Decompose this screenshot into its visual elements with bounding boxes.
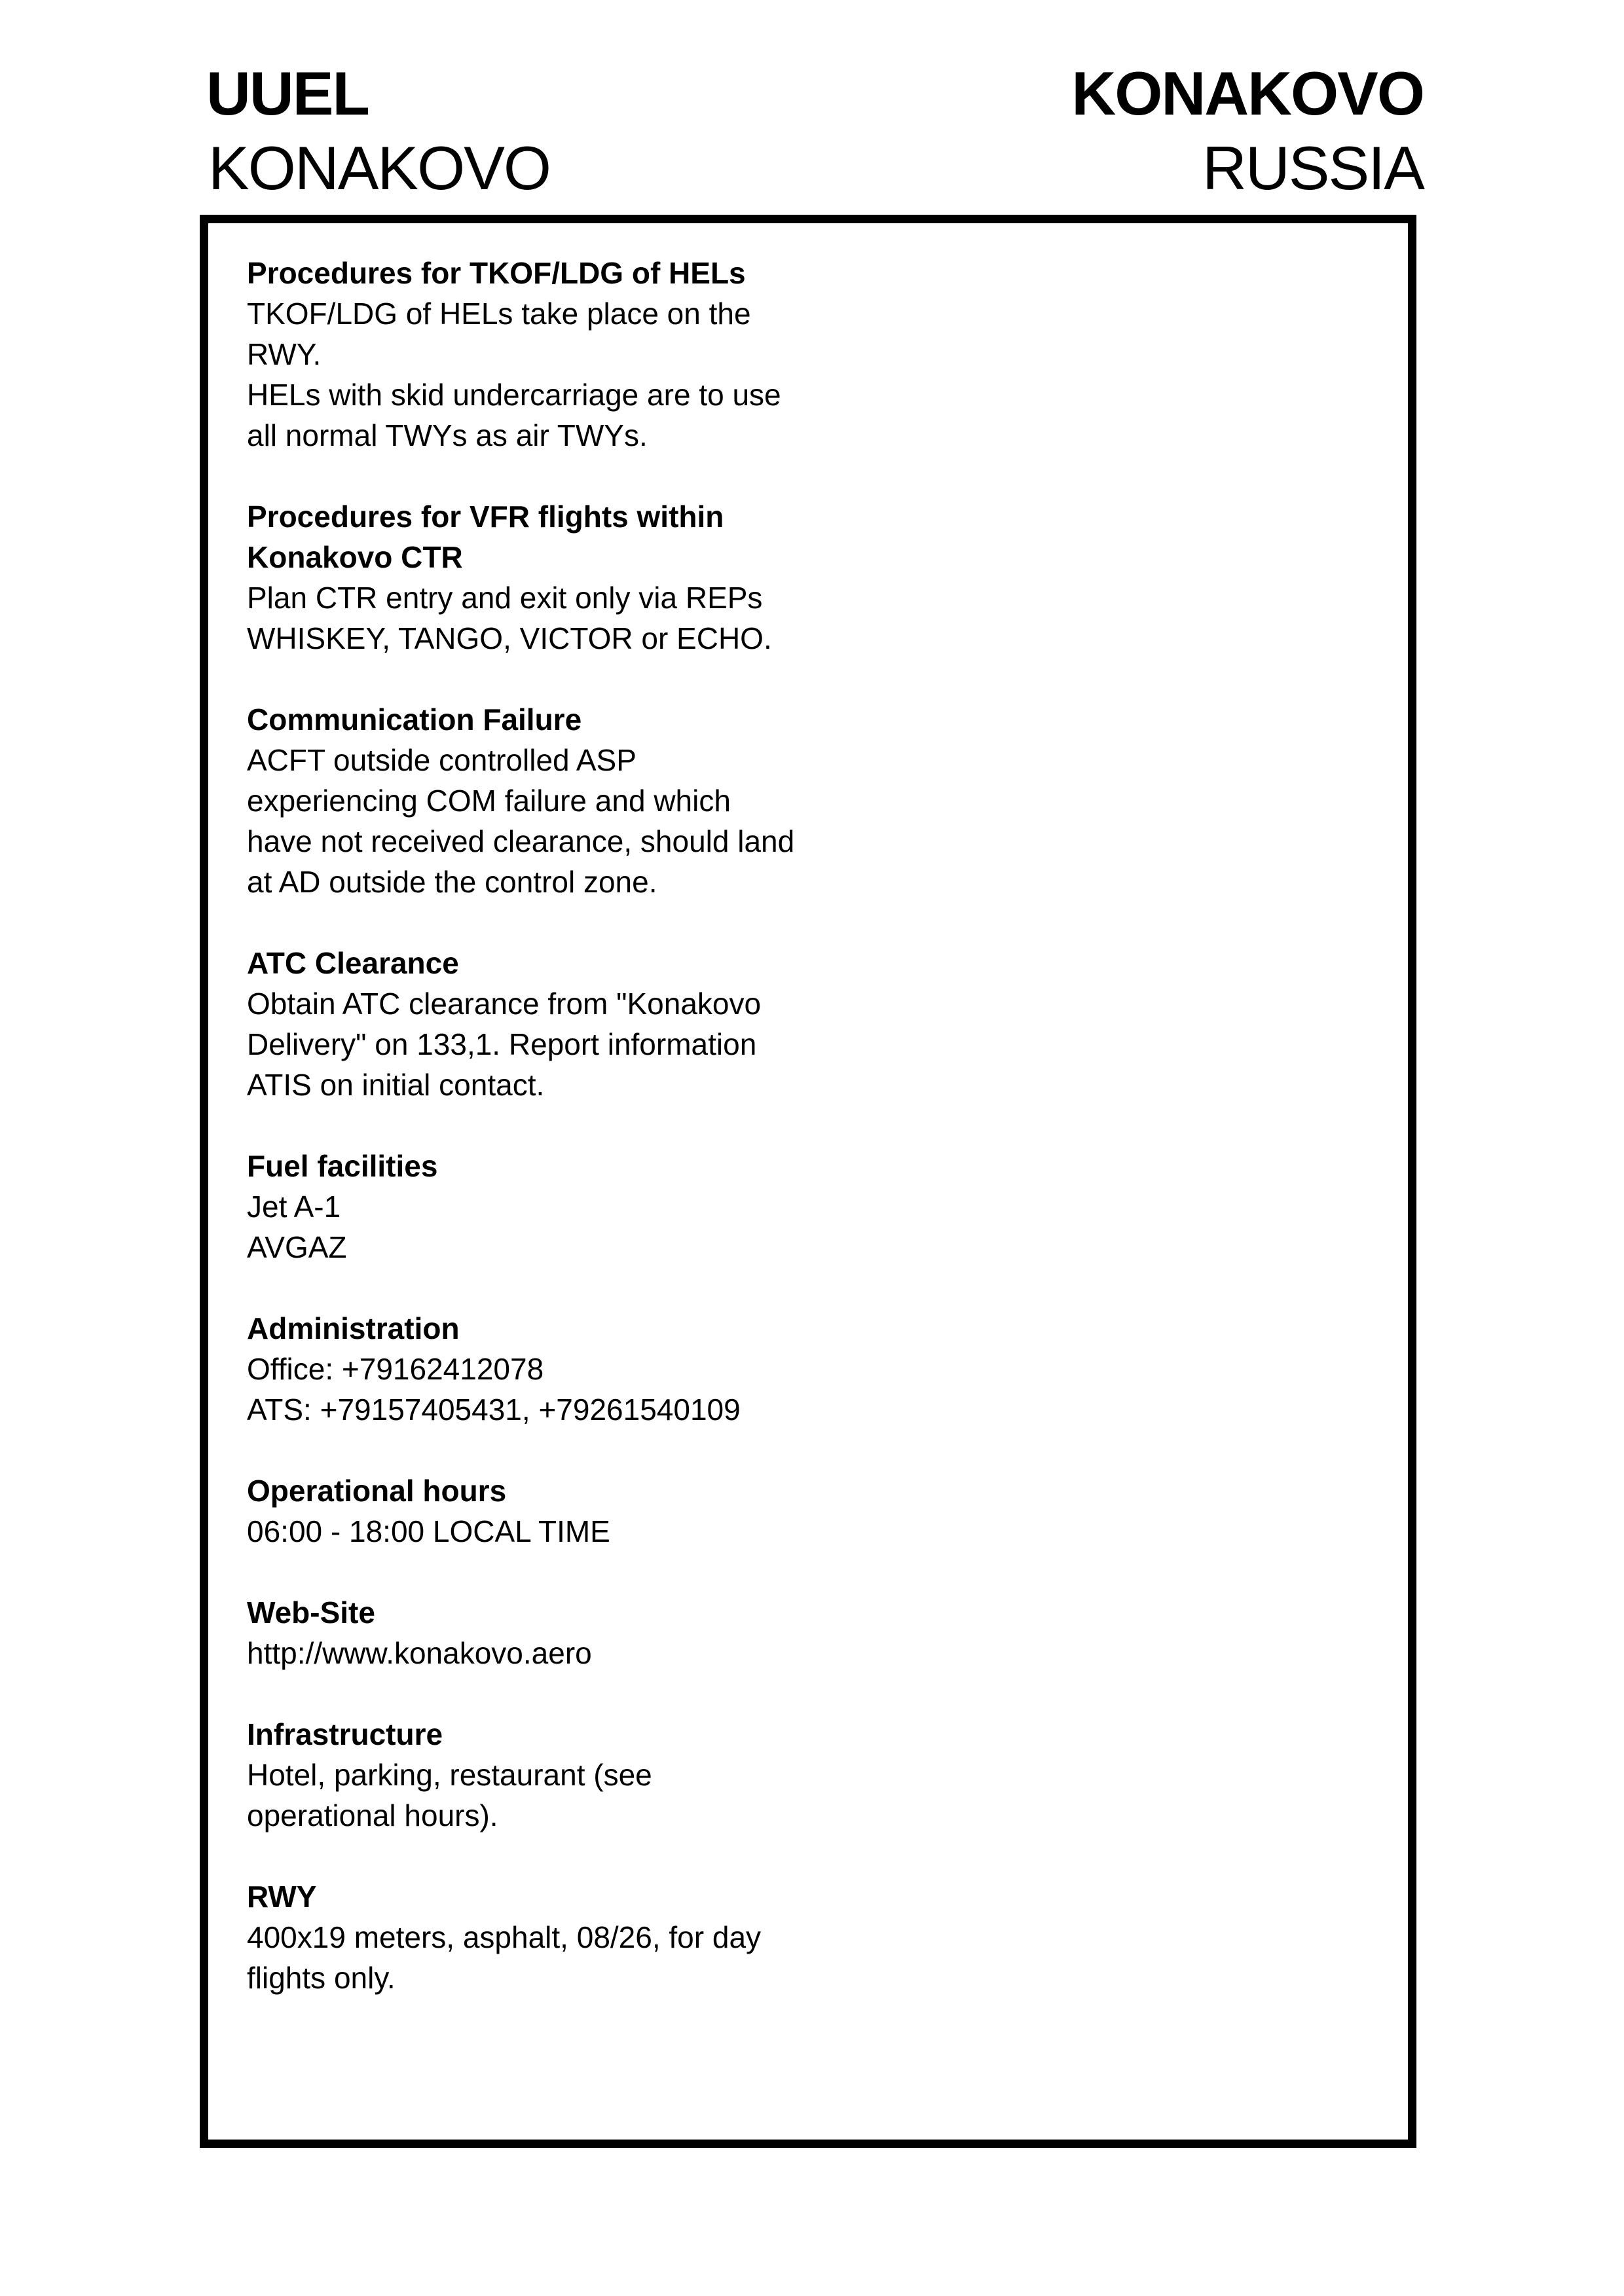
web-site-link[interactable]: http://www.konakovo.aero bbox=[247, 1636, 592, 1670]
section-text: Delivery" on 133,1. Report information bbox=[247, 1027, 757, 1061]
section-text: Obtain ATC clearance from "Konakovo bbox=[247, 987, 762, 1021]
section-heli-procedures bbox=[247, 253, 902, 456]
airport-info-content bbox=[247, 253, 902, 2039]
section-text: 06:00 - 18:00 LOCAL TIME bbox=[247, 1514, 610, 1548]
section-infrastructure bbox=[247, 1714, 902, 1836]
section-text: Hotel, parking, restaurant (see bbox=[247, 1758, 652, 1792]
section-title: ATC Clearance bbox=[247, 946, 459, 980]
section-title: Communication Failure bbox=[247, 702, 582, 737]
section-text: operational hours). bbox=[247, 1798, 498, 1832]
section-title: Fuel facilities bbox=[247, 1149, 438, 1183]
section-text: experiencing COM failure and which bbox=[247, 784, 731, 818]
section-text: AVGAZ bbox=[247, 1230, 347, 1264]
section-text: RWY. bbox=[247, 337, 322, 371]
airport-name: KONAKOVO bbox=[208, 134, 551, 202]
section-text: TKOF/LDG of HELs take place on the bbox=[247, 297, 751, 331]
section-operational-hours bbox=[247, 1470, 902, 1552]
section-text: HELs with skid undercarriage are to use bbox=[247, 378, 781, 412]
city-name: KONAKOVO bbox=[1071, 59, 1424, 128]
section-text: all normal TWYs as air TWYs. bbox=[247, 418, 648, 452]
section-text: at AD outside the control zone. bbox=[247, 865, 657, 899]
country-name: RUSSIA bbox=[1202, 134, 1424, 202]
section-title-line: Konakovo CTR bbox=[247, 540, 463, 574]
section-text: 400x19 meters, asphalt, 08/26, for day bbox=[247, 1920, 762, 1954]
section-title: Infrastructure bbox=[247, 1717, 443, 1751]
section-vfr-procedures bbox=[247, 496, 902, 659]
section-title-line: Procedures for VFR flights within bbox=[247, 500, 724, 534]
section-rwy bbox=[247, 1876, 902, 1998]
section-title: RWY bbox=[247, 1880, 317, 1914]
section-title: Web-Site bbox=[247, 1595, 375, 1630]
section-web-site bbox=[247, 1592, 902, 1673]
section-title bbox=[247, 496, 902, 577]
icao-code: UUEL bbox=[206, 59, 369, 128]
section-title: Administration bbox=[247, 1311, 460, 1345]
section-text: flights only. bbox=[247, 1961, 396, 1995]
section-fuel-facilities bbox=[247, 1146, 902, 1267]
section-text: ACFT outside controlled ASP bbox=[247, 743, 637, 777]
section-text: WHISKEY, TANGO, VICTOR or ECHO. bbox=[247, 621, 772, 655]
section-title: Procedures for TKOF/LDG of HELs bbox=[247, 256, 746, 290]
section-title: Operational hours bbox=[247, 1474, 507, 1508]
section-text: Office: +79162412078 bbox=[247, 1352, 544, 1386]
section-administration bbox=[247, 1308, 902, 1430]
section-text: Jet A-1 bbox=[247, 1190, 341, 1224]
section-atc-clearance bbox=[247, 943, 902, 1105]
section-communication-failure bbox=[247, 699, 902, 902]
section-text: Plan CTR entry and exit only via REPs bbox=[247, 581, 763, 615]
section-text: ATS: +79157405431, +79261540109 bbox=[247, 1393, 741, 1427]
section-text: have not received clearance, should land bbox=[247, 824, 795, 858]
section-text: ATIS on initial contact. bbox=[247, 1068, 545, 1102]
